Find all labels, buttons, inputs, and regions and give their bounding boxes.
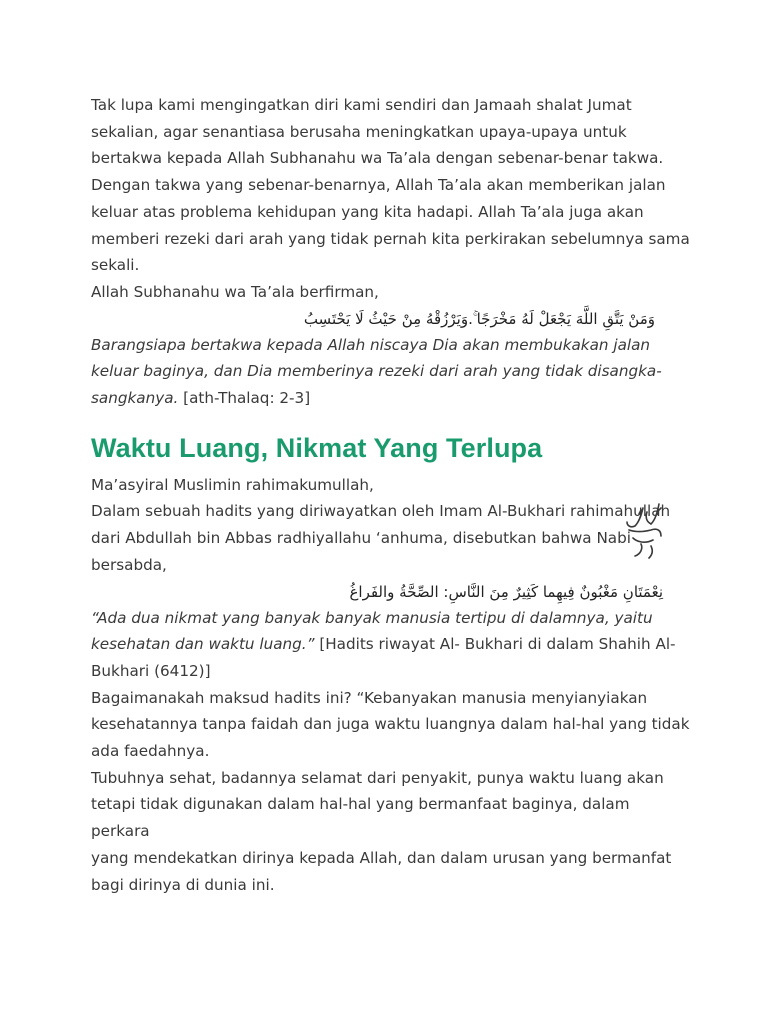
closing-line: bagi dirinya di dunia ini. (91, 875, 275, 894)
intro-line: sekali. (91, 256, 140, 275)
hadith-translation (91, 605, 691, 685)
hadith-translation-line: “Ada dua nikmat yang banyak banyak manusia tertipu di dalamnya, yaitu (91, 608, 653, 627)
intro-line: Tak lupa kami mengingatkan diri kami sendiri dan Jamaah shalat Jumat (91, 96, 632, 114)
closing-line: ada faedahnya. (91, 742, 210, 761)
verse-translation-line: Barangsiapa bertakwa kepada Allah niscaya Dia akan membukakan jalan (91, 335, 651, 354)
closing-line: yang mendekatkan dirinya kepada Allah, dan dalam urusan yang bermanfat (91, 848, 672, 867)
document-body (91, 92, 691, 898)
intro-line: keluar atas problema kehidupan yang kita hadapi. Allah Ta’ala juga akan (91, 202, 644, 221)
hadith-reference-cont: Bukhari (6412)] (91, 661, 211, 680)
verse-translation (91, 332, 691, 412)
verse-reference: [ath-Thalaq: 2-3] (178, 389, 311, 408)
hadith-arabic: نِعْمَتَانِ مَغْبُونٌ فِيهِما كَثِيرٌ مِنَ النَّاسِ: الصِّحَّةُ والفَراغُ (349, 582, 663, 601)
intro-paragraph (91, 92, 691, 306)
section-paragraph (91, 472, 691, 579)
section-heading: Waktu Luang, Nikmat Yang Terlupa (91, 432, 543, 463)
intro-line: memberi rezeki dari arah yang tidak pernah kita perkirakan sebelumnya sama (91, 229, 690, 248)
section-line: Ma’asyiral Muslimin rahimakumullah, (91, 475, 374, 494)
quran-verse-arabic: وَمَنْ يَتَّقِ اللَّهَ يَجْعَلْ لَهُ مَخْرَجًا ۚ.وَيَرْزُقْهُ مِنْ حَيْثُ لَا يَحْتَسِبُ (303, 309, 655, 328)
intro-line: Allah Subhanahu wa Ta’ala berfirman, (91, 282, 379, 301)
verse-translation-line: keluar baginya, dan Dia memberinya rezeki dari arah yang tidak disangka- (91, 362, 662, 381)
section-line: dari Abdullah bin Abbas radhiyallahu ‘anhuma, disebutkan bahwa Nabi (91, 529, 631, 548)
closing-line: kesehatannya tanpa faidah dan juga waktu luangnya dalam hal-hal yang tidak (91, 715, 690, 734)
closing-line: Tubuhnya sehat, badannya selamat dari penyakit, punya waktu luang akan (91, 768, 664, 787)
section-line: bersabda, (91, 555, 167, 574)
hadith-translation-last: kesehatan dan waktu luang.” (91, 635, 315, 654)
closing-line: tetapi tidak digunakan dalam hal-hal yang bermanfaat baginya, dalam perkara (91, 795, 630, 841)
hadith-reference: [Hadits riwayat Al- Bukhari di dalam Shahih Al- (314, 635, 676, 654)
intro-line: Dengan takwa yang sebenar-benarnya, Allah Ta’ala akan memberikan jalan (91, 176, 666, 195)
salawat-calligraphy-icon (621, 500, 667, 562)
closing-paragraph (91, 685, 691, 899)
closing-line: Bagaimanakah maksud hadits ini? “Kebanyakan manusia menyianyiakan (91, 688, 648, 707)
verse-translation-last: sangkanya. (91, 389, 179, 408)
intro-line: sekalian, agar senantiasa berusaha meningkatkan upaya-upaya untuk (91, 122, 627, 141)
intro-line: bertakwa kepada Allah Subhanahu wa Ta’ala dengan sebenar-benar takwa. (91, 149, 664, 168)
section-line: Dalam sebuah hadits yang diriwayatkan oleh Imam Al-Bukhari rahimahullah (91, 502, 671, 521)
